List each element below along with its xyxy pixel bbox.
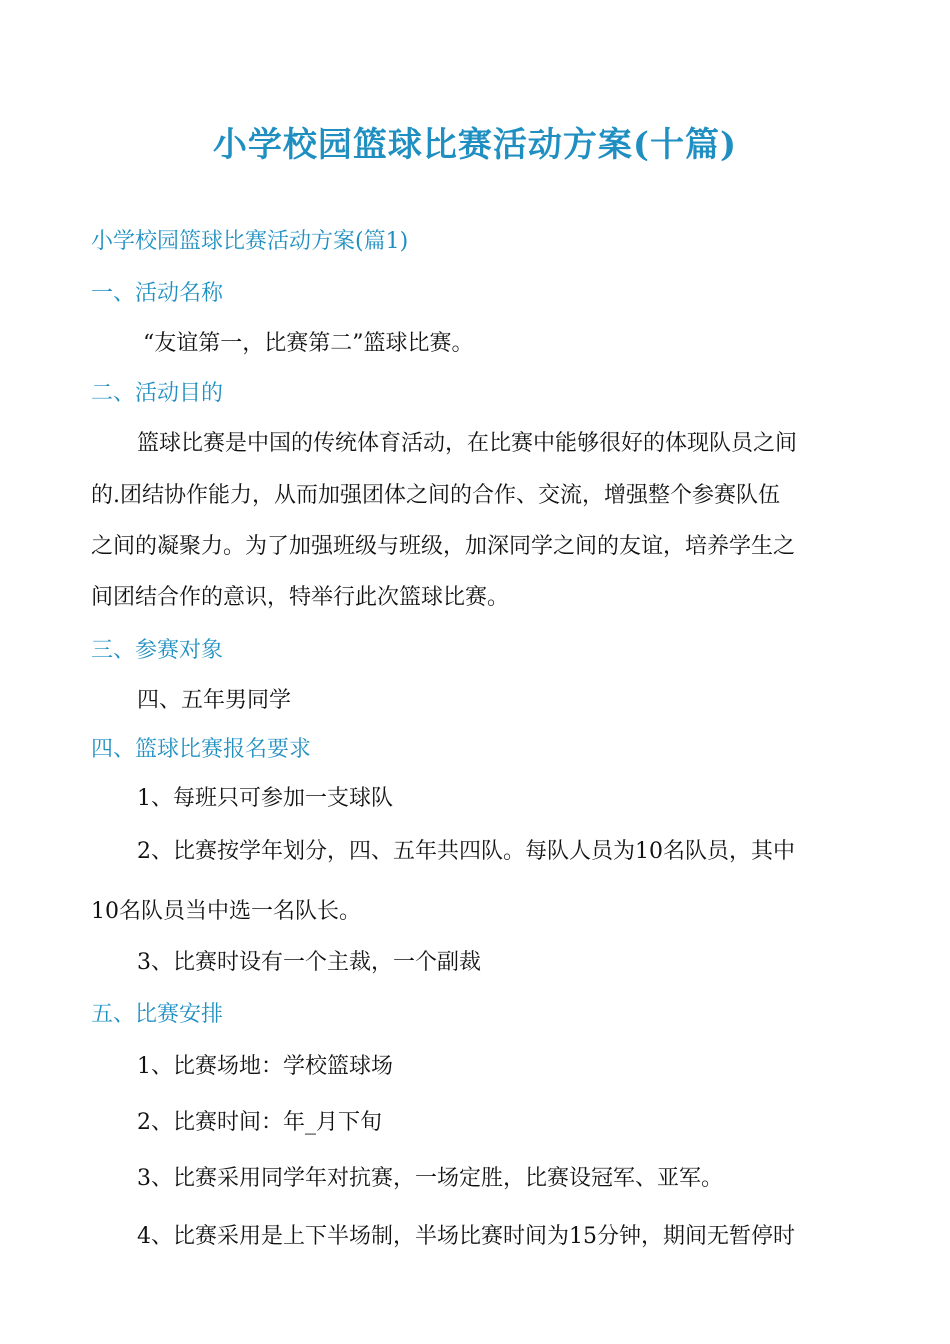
registration-item-2-line-2: 10名队员当中选一名队长。: [91, 899, 361, 924]
activity-name-text: “友谊第一，比赛第二”篮球比赛。: [143, 331, 474, 356]
purpose-paragraph-line-4: 间团结合作的意识，特举行此次篮球比赛。: [91, 585, 510, 610]
purpose-paragraph-line-1: 篮球比赛是中国的传统体育活动，在比赛中能够很好的体现队员之间: [137, 431, 798, 456]
schedule-item-2: 2、比赛时间：年_月下旬: [137, 1110, 382, 1135]
schedule-item-3: 3、比赛采用同学年对抗赛，一场定胜，比赛设冠军、亚军。: [137, 1166, 723, 1191]
section-heading-activity-name: 一、活动名称: [91, 281, 224, 306]
section-heading-schedule: 五、比赛安排: [91, 1002, 224, 1027]
section-heading-activity-purpose: 二、活动目的: [91, 381, 224, 406]
purpose-paragraph-line-3: 之间的凝聚力。为了加强班级与班级，加深同学之间的友谊，培养学生之: [91, 534, 796, 559]
section-heading-participants: 三、参赛对象: [91, 638, 224, 663]
schedule-item-4: 4、比赛采用是上下半场制，半场比赛时间为15分钟，期间无暂停时: [137, 1224, 795, 1249]
registration-item-3: 3、比赛时设有一个主裁，一个副裁: [137, 950, 481, 975]
participants-text: 四、五年男同学: [137, 688, 292, 713]
section-heading-registration-requirements: 四、篮球比赛报名要求: [91, 737, 312, 762]
purpose-paragraph-line-2: 的.团结协作能力，从而加强团体之间的合作、交流，增强整个参赛队伍: [91, 483, 780, 508]
schedule-item-1: 1、比赛场地：学校篮球场: [137, 1054, 393, 1079]
document-title: 小学校园篮球比赛活动方案(十篇): [212, 125, 738, 165]
registration-item-1: 1、每班只可参加一支球队: [137, 786, 393, 811]
article-subtitle: 小学校园篮球比赛活动方案(篇1): [91, 229, 409, 254]
registration-item-2-line-1: 2、比赛按学年划分，四、五年共四队。每队人员为10名队员，其中: [137, 839, 795, 864]
